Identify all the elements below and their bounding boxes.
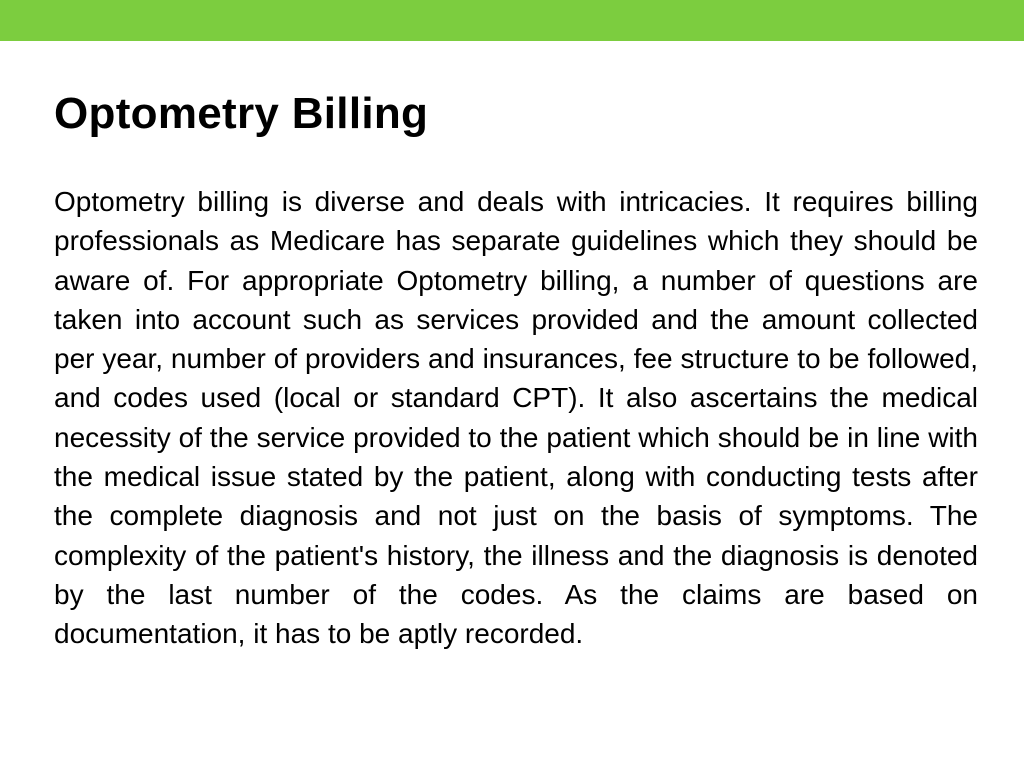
slide-body-text: Optometry billing is diverse and deals with intricacies. It requires billing professionals as Medicare has separate guidelines which they should be aware of. For appropriate Optometry billing, a number of questions are taken into account such as services provided and the amount collected per year, number of providers and insurances, fee structure to be followed, and codes used (local or standard CPT). It also ascertains the medical necessity of the service provided to the patient which should be in line with the medical issue stated by the patient, along with conducting tests after the complete diagnosis and not just on the basis of symptoms. The complexity of the patient's history, the illness and the diagnosis is denoted by the last number of the codes. As the claims are based on documentation, it has to be aptly recorded. bbox=[54, 186, 978, 650]
top-accent-bar bbox=[0, 0, 1024, 41]
slide-title: Optometry Billing bbox=[54, 89, 429, 138]
